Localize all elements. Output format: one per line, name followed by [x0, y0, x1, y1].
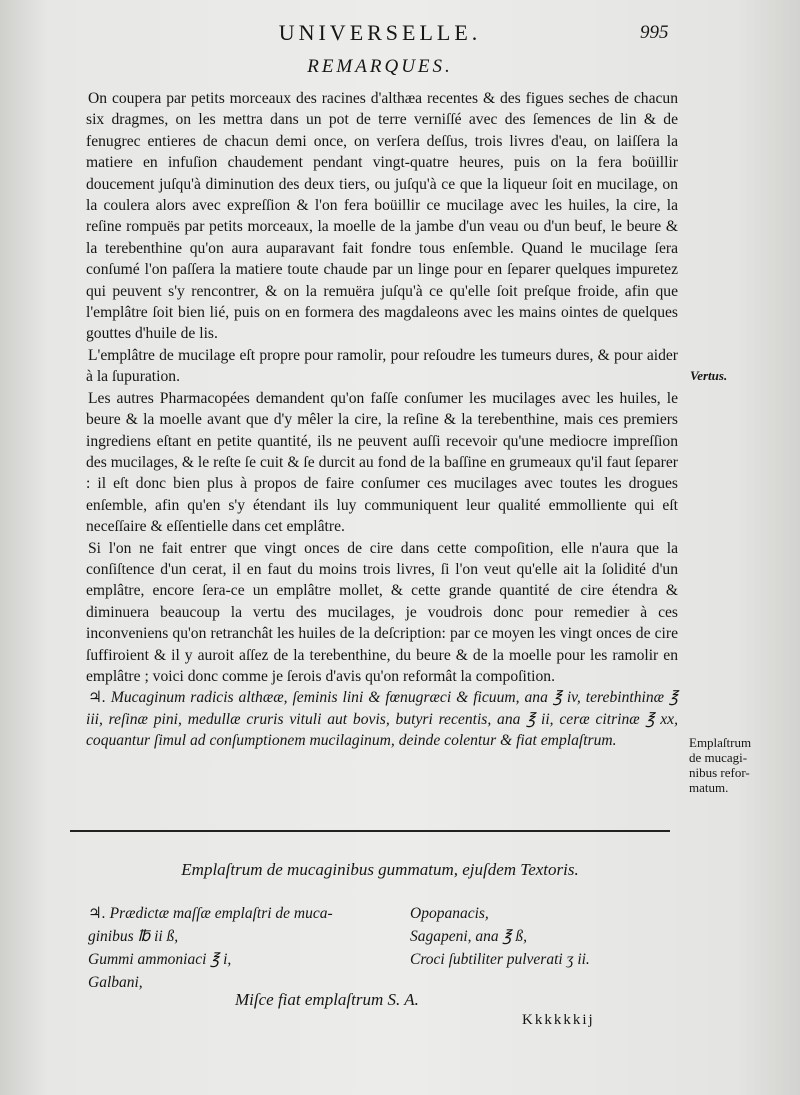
recipe-line: Galbani, — [88, 974, 143, 991]
margin-note-line: de mucagi- — [689, 750, 748, 765]
margin-note-vertus: Vertus. — [690, 368, 728, 383]
recipe-line: Opopanacis, — [410, 905, 489, 922]
paragraph-virtues: L'emplâtre de mucilage eſt propre pour ramolir, pour reſoudre les tumeurs dures, & pour aider à la ſupuration. — [86, 346, 678, 386]
paragraph-preparation: On coupera par petits morceaux des racines d'althæa recentes & des figues seches de chacun six dragmes, on les mettra dans un pot de terre verniſſé avec des ſemences de lin & de fenugrec entieres de chacun demi once, on verſera deſſus, trois livres d'eau, on laiſſera la matiere en infuſion chaudement pendant vingt-quatre heures, puis on la fera boüillir doucement juſqu'à diminution des deux tiers, ou juſqu'à ce que la liqueur ſoit en mucilage, on la coulera alors avec expreſſion & l'on fera boüillir ce mucilage avec les huiles, la cire, la reſine rompuës par petits morceaux, la moelle de la jambe d'un veau ou d'un beuf, le beure & la terebenthine qu'on aura auparavant fait fondre tous enſemble. Quand le mucilage ſera conſumé l'on paſſera la matiere toute chaude par un linge pour en ſeparer quelques impuretez qui peuvent s'y rencontrer, & on la remuëra juſqu'à ce qu'elle ſoit preſque froide, afin que l'emplâtre ſoit bien lié, puis on en formera des magdaleons avec les mains ointes de quelques gouttes d'huile de lis. — [86, 90, 678, 343]
body-text — [86, 88, 678, 752]
paragraph-other-pharmacopoeias: Les autres Pharmacopées demandent qu'on faſſe conſumer les mucilages avec les huiles, le beure & la moelle avant que d'y mêler la cire, la reſine & la terebenthine, mais ces premiers ingrediens eſtant en petite quantité, ils ne peuvent auſſi recevoir qu'une mediocre impreſſion des mucilages, & le reſte ſe cuit & ſe durcit au fond de la baſſine en grumeaux qu'il faut ſeparer : il eſt donc bien plus à propos de faire conſumer ces mucilages avec toutes les drogues enſemble, afin qu'en s'y étendant ils luy communiquent leur qualité emmolliente qui eſt neceſſaire & eſſentielle dans cet emplâtre. — [86, 389, 678, 536]
section-divider — [70, 830, 670, 832]
recipe-line: Gummi ammoniaci ℥ i, — [88, 951, 232, 968]
margin-note-line: Emplaſtrum — [689, 735, 752, 750]
misce-instruction: Miſce fiat emplaſtrum S. A. — [235, 990, 419, 1009]
paragraph-wax-quantity: Si l'on ne fait entrer que vingt onces de cire dans cette compoſition, elle n'aura que la conſiſtence d'un cerat, il en faut du moins trois livres, ſi l'on veut qu'elle ait la ſolidité d'un emplâtre, encore ſera-ce un emplâtre mollet, & cette grande quantité de cire étendra & diminuera beaucoup la vertu des mucilages, je voudrois donc pour remedier à ces inconveniens qu'on retranchât les huiles de la deſcription: par ce moyen les vingt onces de cire ſuffiroient & il y auroit aſſez de la terebenthine, du beure & de la moelle pour les ramolir en emplâtre ; voici donc comme je ſerois d'avis qu'on reformât la compoſition. — [86, 539, 678, 685]
section-title: REMARQUES. — [307, 56, 453, 77]
page-number: 995 — [640, 22, 669, 43]
paragraph-reformed-recipe: ♃. Mucaginum radicis althææ, ſeminis lini & fœnugræci & ficuum, ana ℥ iv, terebinthinæ ℥ iii, reſinæ pini, medullæ cruris vituli aut bovis, butyri recentis, ana ℥ ii, ceræ citrinæ ℥ xx, coquantur ſimul ad conſumptionem mucilaginum, deinde colentur & fiat emplaſtrum. — [86, 689, 678, 750]
margin-note-line: matum. — [689, 780, 729, 795]
recipe-line: Sagapeni, ana ℥ ß, — [410, 928, 528, 945]
recipe-left-column — [88, 902, 388, 994]
recipe-line: ginibus ℔ ii ß, — [88, 928, 179, 945]
margin-note-line: nibus refor- — [689, 765, 750, 780]
margin-note-reformed-plaster — [689, 735, 781, 795]
recipe-line: ♃. Prædictæ maſſæ emplaſtri de muca- — [88, 905, 333, 922]
signature-mark: Kkkkkkij — [522, 1012, 595, 1028]
recipe-right-column — [410, 902, 690, 971]
second-recipe-title: Emplaſtrum de mucaginibus gummatum, ejuſdem Textoris. — [181, 860, 579, 879]
running-head: UNIVERSELLE. — [278, 20, 482, 45]
recipe-line: Croci ſubtiliter pulverati ʒ ii. — [410, 951, 590, 968]
